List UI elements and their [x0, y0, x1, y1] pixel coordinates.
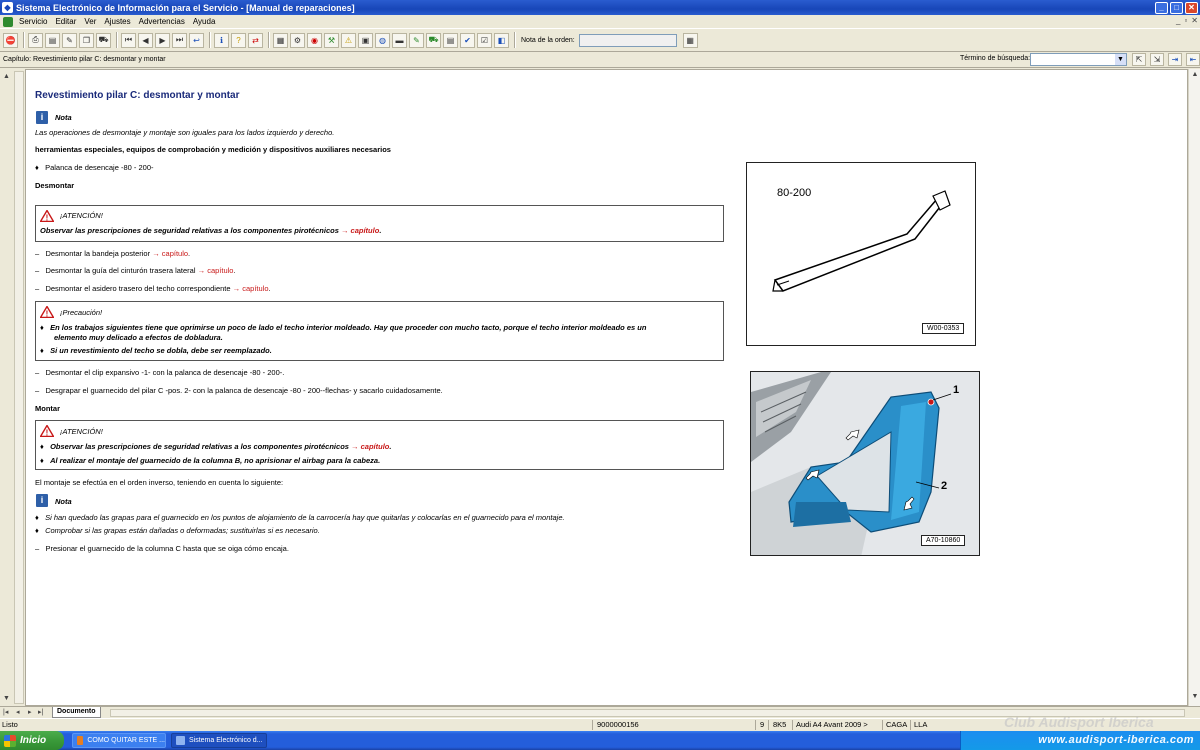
- search-back-icon[interactable]: ⇤: [1186, 53, 1200, 66]
- order-number: 9000000156: [597, 720, 639, 729]
- step-item: – Desmontar la guía del cinturón trasera lateral → capítulo.: [35, 266, 236, 275]
- system-tray: [960, 731, 1200, 750]
- document-icon[interactable]: ▤: [45, 33, 60, 48]
- taskbar-item-elsa[interactable]: [171, 733, 267, 748]
- step-tail: .: [188, 249, 191, 258]
- search-prev-icon[interactable]: ⇱: [1132, 53, 1146, 66]
- chevron-down-icon[interactable]: ▼: [1115, 54, 1126, 65]
- warning-item: ♦ Al realizar el montaje del guarnecido de la columna B, no aprisionar el airbag para la cabeza.: [40, 456, 381, 465]
- step-text: Desmontar la guía del cinturón trasera lateral: [45, 266, 196, 275]
- chevron-down-icon[interactable]: ▼: [3, 695, 10, 702]
- order-note-input[interactable]: [579, 34, 677, 47]
- montar-intro: El montaje se efectúa en el orden inverso, teniendo en cuenta lo siguiente:: [35, 478, 284, 487]
- menu-bar: [0, 15, 1200, 28]
- tab-prev-icon[interactable]: ◂: [16, 709, 20, 716]
- warning-box: [35, 420, 724, 470]
- tool-figure-label: 80-200: [777, 187, 812, 199]
- callout-2: 2: [941, 480, 948, 492]
- tool-figure: [746, 162, 976, 346]
- step-item: – Desmontar el asidero trasero del techo correspondiente → capítulo.: [35, 284, 271, 293]
- menu-servicio[interactable]: Servicio: [19, 17, 48, 26]
- car-icon[interactable]: ⛟: [426, 33, 441, 48]
- status-cell-3: CAGA: [886, 720, 908, 729]
- app-icon: ◆: [2, 2, 13, 13]
- pillar-trim-drawing: [751, 372, 980, 556]
- toolbar-separator: [268, 32, 270, 48]
- status-cell-2: 8K5: [773, 720, 787, 729]
- swap-icon[interactable]: ⇄: [248, 33, 263, 48]
- print-icon[interactable]: ⎙: [28, 33, 43, 48]
- section-heading-desmontar: Desmontar: [35, 181, 75, 190]
- warning-text-tail: .: [379, 226, 382, 235]
- mdi-close-button[interactable]: ✕: [1191, 16, 1198, 25]
- warning-title: ¡ATENCIÓN!: [60, 211, 103, 220]
- tool-item: ♦ Palanca de desencaje -80 - 200-: [35, 163, 154, 172]
- caution-box: [35, 301, 724, 361]
- search-icon[interactable]: ⇥: [1168, 53, 1182, 66]
- tab-last-icon[interactable]: ▸|: [38, 709, 44, 716]
- document-view: [25, 69, 1188, 706]
- scroll-down-icon[interactable]: ▼: [1191, 693, 1199, 700]
- status-separator: [592, 720, 593, 730]
- caution-item-text: Si un revestimiento del techo se dobla, debe ser reemplazado.: [50, 346, 272, 355]
- note-text: Las operaciones de desmontaje y montaje son iguales para los lados izquierdo y derecho.: [35, 128, 335, 137]
- pry-tool-drawing: [747, 163, 977, 347]
- menu-ajustes[interactable]: Ajustes: [104, 17, 131, 26]
- vertical-scrollbar[interactable]: [1188, 69, 1200, 706]
- tool-item-text: Palanca de desencaje -80 - 200-: [45, 163, 154, 172]
- warning-icon: [40, 425, 54, 437]
- document-menu-icon: [3, 17, 13, 27]
- svg-text:!: !: [45, 428, 49, 437]
- checklist-icon[interactable]: ☑: [477, 33, 492, 48]
- chapter-link[interactable]: → capítulo: [232, 284, 269, 293]
- tab-first-icon[interactable]: |◂: [3, 709, 9, 716]
- vehicle-model: Audi A4 Avant 2009 >: [796, 720, 868, 729]
- order-note-label: Nota de la orden:: [521, 36, 575, 44]
- taskbar-item-label: Sistema Electrónico d...: [189, 737, 263, 744]
- app-icon: [176, 736, 185, 745]
- save-icon[interactable]: ▬: [392, 33, 407, 48]
- step-text: Desgrapar el guarnecido del pilar C -pos. 2- con la palanca de desencaje -80 - 200--flechas- y sacarlo cuidadosamente.: [45, 386, 443, 395]
- chapter-bar: [0, 52, 1200, 68]
- step-item: – Desmontar el clip expansivo -1- con la palanca de desencaje -80 - 200-.: [35, 368, 285, 377]
- caution-item: ♦ En los trabajos siguientes tiene que oprimirse un poco de lado el techo interior moldeado. Hay que proceder con mucho tacto, porque el techo interior moldeado es un: [40, 323, 647, 332]
- callout-1: 1: [953, 384, 960, 396]
- tool-figure-code: W00-0353: [922, 323, 964, 334]
- tools-heading: herramientas especiales, equipos de comprobación y medición y dispositivos auxiliares necesarios: [35, 145, 391, 154]
- step-text: Desmontar la bandeja posterior: [45, 249, 151, 258]
- pillar-figure-code: A70-10860: [921, 535, 965, 546]
- step-item: – Desmontar la bandeja posterior → capítulo.: [35, 249, 191, 258]
- note-icon: i: [36, 494, 48, 507]
- chapter-link[interactable]: → capítulo: [197, 266, 234, 275]
- start-button[interactable]: [0, 731, 64, 750]
- taskbar: [0, 731, 1200, 750]
- order-lookup-icon[interactable]: ▦: [683, 33, 698, 48]
- engine-icon[interactable]: ⚙: [290, 33, 305, 48]
- exit-icon[interactable]: ⛔: [3, 33, 18, 48]
- status-separator: [755, 720, 756, 730]
- caution-title: ¡Precaución!: [60, 308, 103, 317]
- chapter-link[interactable]: → capítulo: [340, 226, 380, 235]
- calculator-icon[interactable]: ▣: [358, 33, 373, 48]
- last-page-icon[interactable]: ⏭: [172, 33, 187, 48]
- windows-logo-icon: [4, 735, 16, 747]
- wrench-icon[interactable]: ✔: [460, 33, 475, 48]
- globe-icon[interactable]: ◍: [375, 33, 390, 48]
- status-separator: [792, 720, 793, 730]
- site-watermark: www.audisport-iberica.com: [1038, 734, 1194, 746]
- status-separator: [882, 720, 883, 730]
- grid-icon[interactable]: ▦: [273, 33, 288, 48]
- pages-icon[interactable]: ❐: [79, 33, 94, 48]
- menu-advertencias[interactable]: Advertencias: [138, 17, 185, 26]
- close-button[interactable]: ✕: [1185, 2, 1198, 14]
- diagnosis-icon[interactable]: ◉: [307, 33, 322, 48]
- back-icon[interactable]: ↩: [189, 33, 204, 48]
- svg-text:!: !: [45, 309, 49, 318]
- left-scrollbar[interactable]: [14, 71, 24, 704]
- tools-icon[interactable]: ⚒: [324, 33, 339, 48]
- note-label: Nota: [55, 113, 72, 122]
- warning-title: ¡ATENCIÓN!: [60, 427, 103, 436]
- step-text: Desmontar el asidero trasero del techo correspondiente: [45, 284, 231, 293]
- note-item: ♦ Si han quedado las grapas para el guarnecido en los puntos de alojamiento de la carrocería hay que quitarlas y colocarlas en el guarnecido para el montaje.: [35, 513, 565, 522]
- start-label: Inicio: [20, 735, 47, 746]
- warning-text-body: Observar las prescripciones de seguridad relativas a los componentes pirotécnicos: [40, 226, 339, 235]
- chapter-link[interactable]: → capítulo: [351, 442, 390, 451]
- menu-editar[interactable]: Editar: [55, 17, 77, 26]
- info-icon[interactable]: ℹ: [214, 33, 229, 48]
- status-cell-1: 9: [760, 720, 765, 729]
- help-icon[interactable]: ?: [231, 33, 246, 48]
- maximize-button[interactable]: □: [1170, 2, 1183, 14]
- note-icon: i: [36, 111, 48, 124]
- note-item-text: Si han quedado las grapas para el guarnecido en los puntos de alojamiento de la carrocería hay que quitarlas y colocarlas en el guarnecido para el montaje.: [45, 513, 565, 522]
- status-cell-4: LLA: [914, 720, 928, 729]
- tab-documento[interactable]: Documento: [52, 707, 101, 718]
- warning-icon[interactable]: ⚠: [341, 33, 356, 48]
- status-separator: [910, 720, 911, 730]
- title-bar: [0, 0, 1200, 15]
- caution-icon: [40, 306, 54, 318]
- warning-box: [35, 205, 724, 242]
- status-separator: [768, 720, 769, 730]
- step-text: Desmontar el clip expansivo -1- con la palanca de desencaje -80 - 200-.: [45, 368, 285, 377]
- toolbar-separator: [23, 32, 25, 48]
- scroll-up-icon[interactable]: ▲: [1191, 71, 1199, 78]
- note-item-text: Comprobar si las grapas están dañadas o deformadas; sustituirlas si es necesario.: [45, 526, 320, 535]
- warning-item-text: Observar las prescripciones de seguridad relativas a los componentes pirotécnicos: [50, 442, 349, 451]
- toolbar-separator: [514, 32, 516, 48]
- pillar-figure: [750, 371, 980, 556]
- left-pane: [0, 69, 25, 706]
- edit-icon[interactable]: ✎: [62, 33, 77, 48]
- page-title: Revestimiento pilar C: desmontar y montar: [35, 90, 240, 101]
- caution-item-line: elemento muy delicado a efectos de dobladura.: [54, 333, 223, 342]
- step-text: Presionar el guarnecido de la columna C hasta que se oiga cómo encaja.: [45, 544, 289, 553]
- svg-text:!: !: [45, 213, 49, 222]
- menu-ver[interactable]: Ver: [84, 17, 97, 26]
- toolbar-separator: [116, 32, 118, 48]
- mdi-restore-button[interactable]: ▫: [1184, 16, 1188, 25]
- vehicle-icon[interactable]: ⛟: [96, 33, 111, 48]
- chevron-up-icon[interactable]: ▲: [3, 73, 10, 80]
- search-next-icon[interactable]: ⇲: [1150, 53, 1164, 66]
- caution-item-line: En los trabajos siguientes tiene que oprimirse un poco de lado el techo interior moldeado. Hay que proceder con mucho tacto, porque el techo interior moldeado es un: [50, 323, 647, 332]
- step-tail: .: [268, 284, 271, 293]
- next-page-icon[interactable]: ▶: [155, 33, 170, 48]
- menu-ayuda[interactable]: Ayuda: [192, 17, 216, 26]
- taskbar-item-browser[interactable]: [72, 733, 166, 748]
- step-item: – Presionar el guarnecido de la columna C hasta que se oiga cómo encaja.: [35, 544, 289, 553]
- layers-icon[interactable]: ◧: [494, 33, 509, 48]
- mdi-minimize-button[interactable]: _: [1176, 16, 1181, 25]
- warning-item-text: Al realizar el montaje del guarnecido de la columna B, no aprisionar el airbag para la cabeza.: [50, 456, 381, 465]
- tab-next-icon[interactable]: ▸: [28, 709, 32, 716]
- step-tail: .: [233, 266, 236, 275]
- club-watermark: Club Audisport Iberica: [1004, 714, 1154, 730]
- notes-icon[interactable]: ✎: [409, 33, 424, 48]
- chapter-link[interactable]: → capítulo: [152, 249, 189, 258]
- browser-icon: [77, 736, 83, 745]
- previous-page-icon[interactable]: ◀: [138, 33, 153, 48]
- report-icon[interactable]: ▤: [443, 33, 458, 48]
- note-label: Nota: [55, 497, 72, 506]
- warning-item: ♦ Observar las prescripciones de seguridad relativas a los componentes pirotécnicos → capítulo.: [40, 442, 392, 451]
- toolbar: [0, 28, 1200, 52]
- status-text: Listo: [2, 720, 18, 729]
- warning-text: [40, 226, 381, 235]
- step-item: – Desgrapar el guarnecido del pilar C -pos. 2- con la palanca de desencaje -80 - 200--flechas- y sacarlo cuidadosamente.: [35, 386, 443, 395]
- minimize-button[interactable]: _: [1155, 2, 1168, 14]
- note-item: ♦ Comprobar si las grapas están dañadas o deformadas; sustituirlas si es necesario.: [35, 526, 320, 535]
- taskbar-item-label: COMO QUITAR ESTE ...: [87, 737, 165, 744]
- warning-item-tail: .: [389, 442, 392, 451]
- search-input[interactable]: [1030, 53, 1127, 66]
- caution-item: ♦ Si un revestimiento del techo se dobla, debe ser reemplazado.: [40, 346, 272, 355]
- chapter-label: Capítulo: Revestimiento pilar C: desmontar y montar: [3, 56, 166, 63]
- warning-icon: [40, 210, 54, 222]
- search-label: Término de búsqueda:: [960, 55, 1031, 62]
- section-heading-montar: Montar: [35, 404, 60, 413]
- toolbar-separator: [209, 32, 211, 48]
- first-page-icon[interactable]: ⏮: [121, 33, 136, 48]
- window-title: Sistema Electrónico de Información para el Servicio - [Manual de reparaciones]: [16, 2, 355, 13]
